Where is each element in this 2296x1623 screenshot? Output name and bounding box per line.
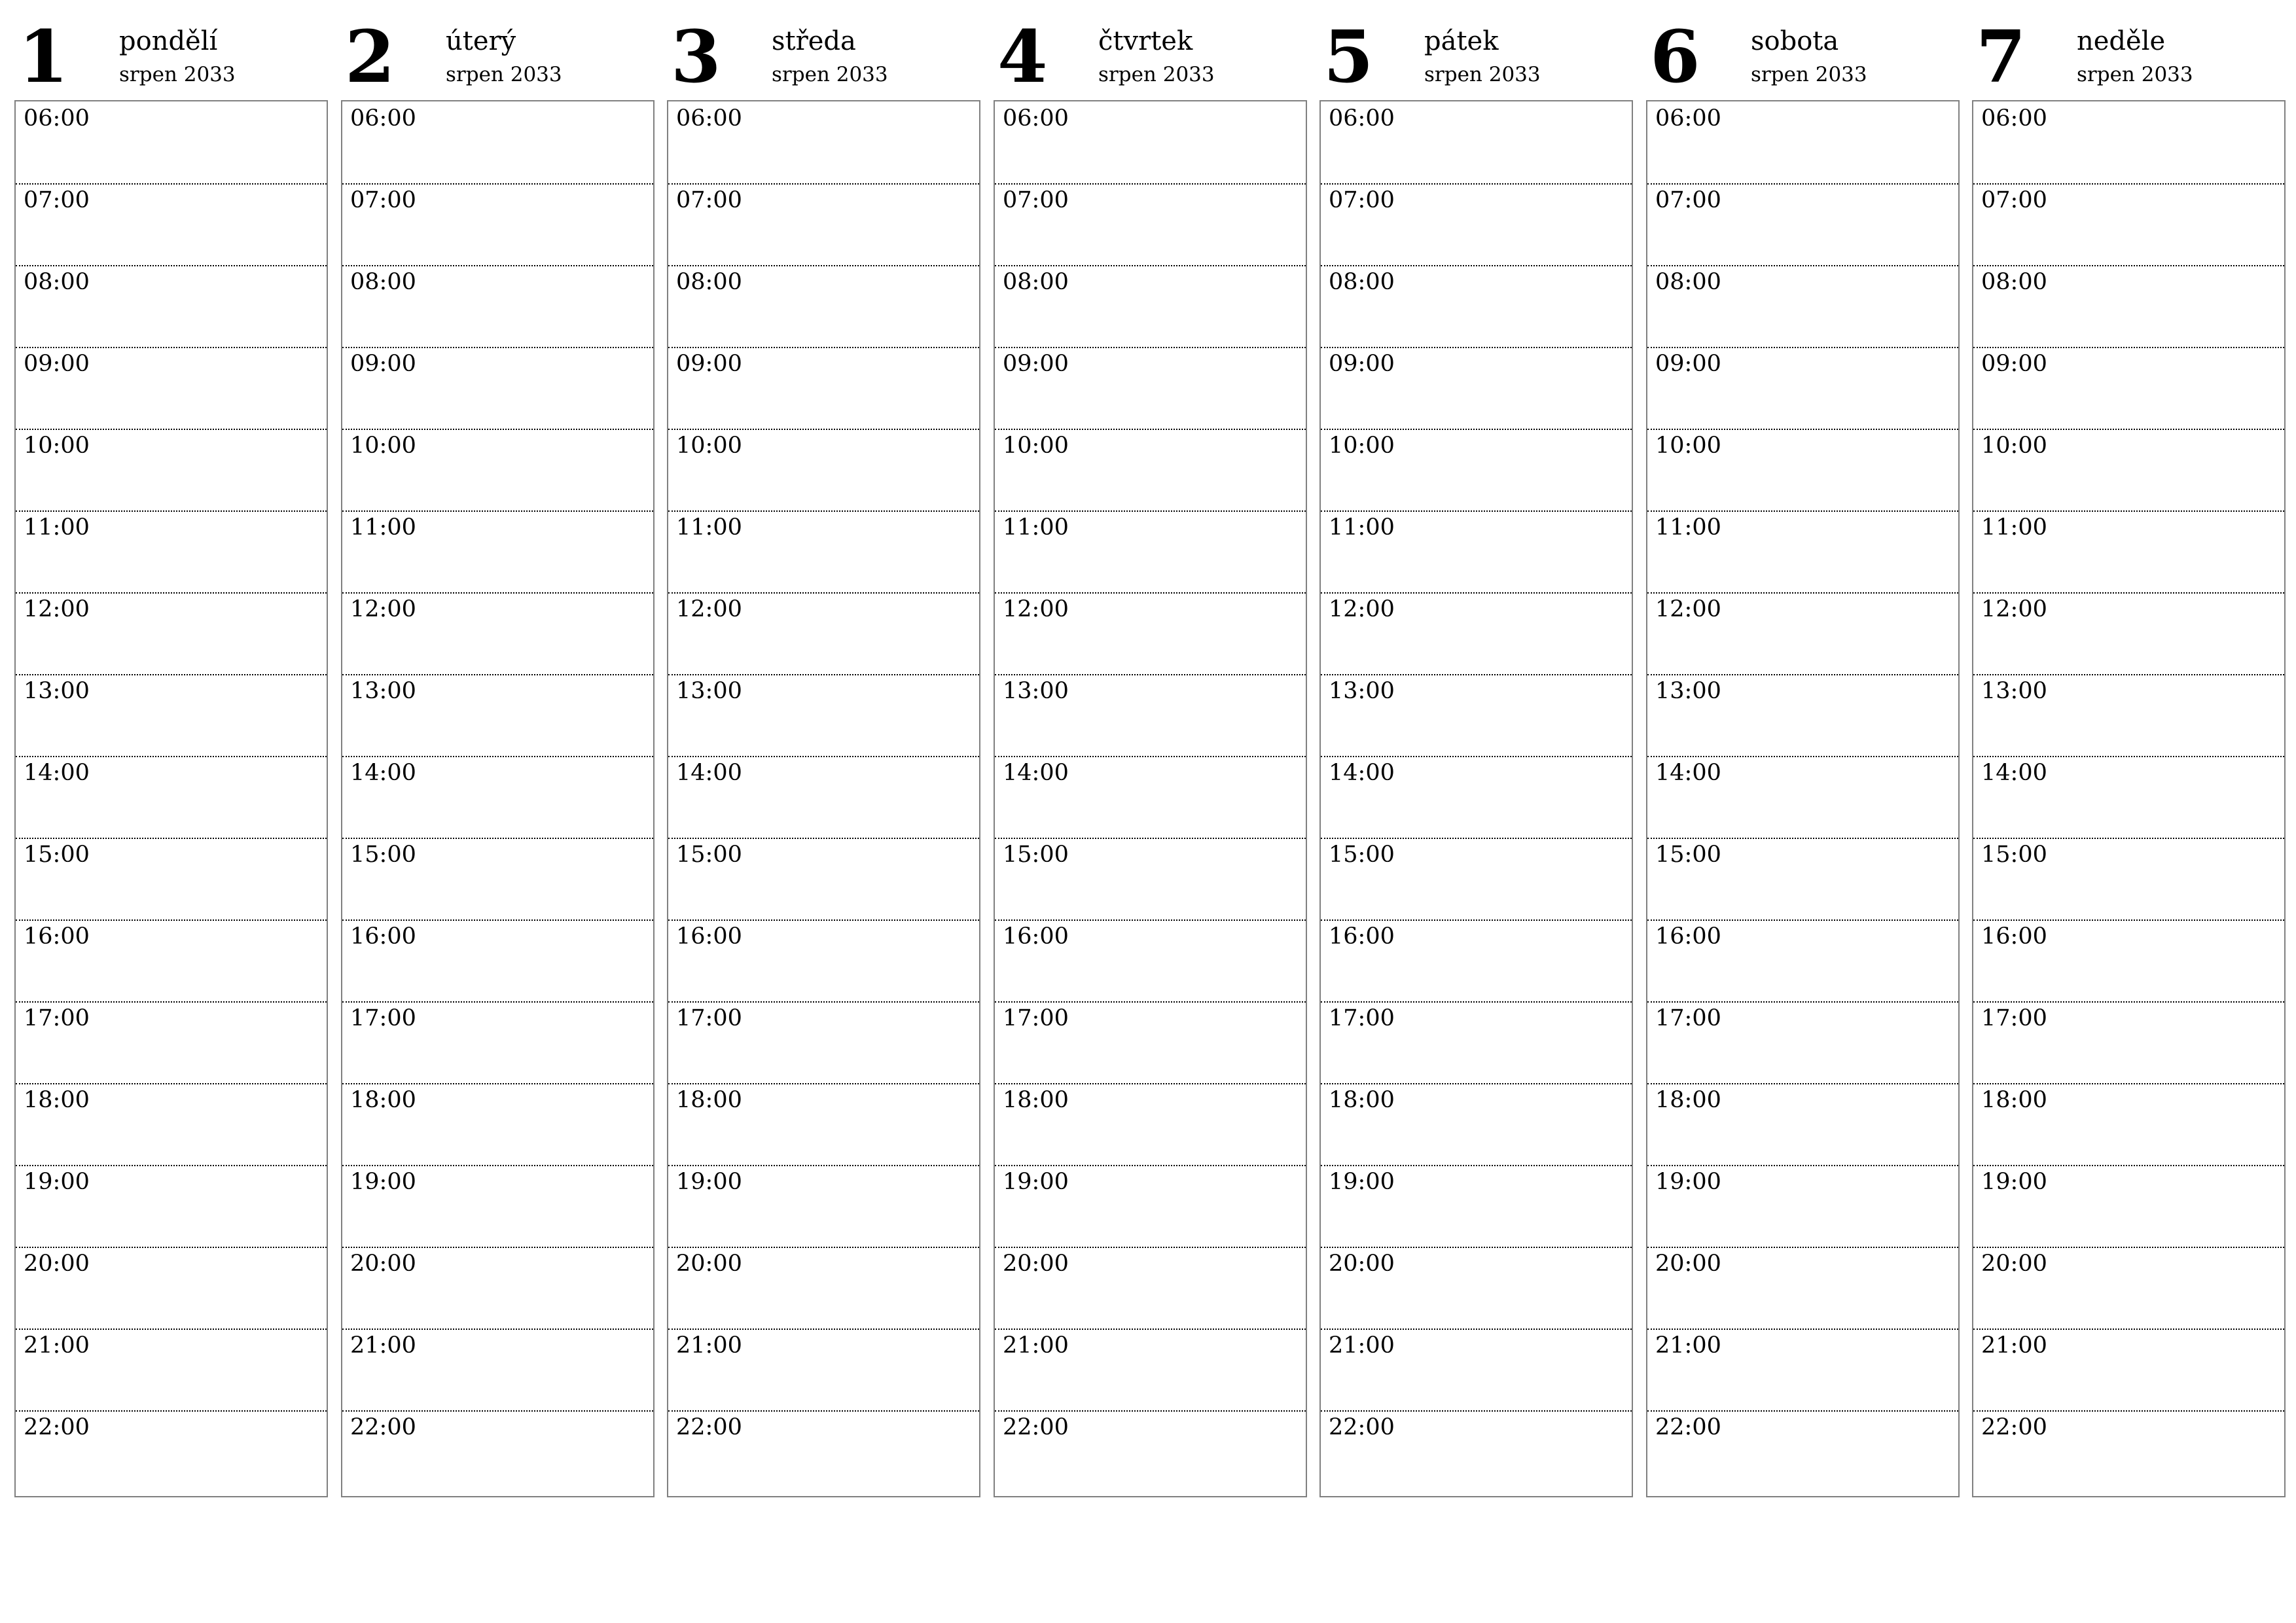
hour-label: 14:00 <box>1329 760 1395 786</box>
hour-slot <box>1321 1410 1632 1492</box>
hour-label: 22:00 <box>676 1414 742 1440</box>
hour-slot <box>995 919 1306 1003</box>
day-schedule-box <box>994 100 1307 1497</box>
hour-label: 21:00 <box>1329 1332 1395 1359</box>
hour-slot <box>16 1001 327 1084</box>
hour-slot <box>668 1001 979 1084</box>
hour-label: 19:00 <box>1329 1169 1395 1195</box>
hour-slot <box>1321 1247 1632 1330</box>
hour-slot <box>1321 1001 1632 1084</box>
day-column <box>667 0 980 1499</box>
hour-slot <box>342 101 653 185</box>
day-number: 4 <box>997 14 1048 99</box>
hour-label: 07:00 <box>676 187 742 213</box>
hour-slot <box>16 674 327 757</box>
hour-slot <box>1973 1165 2284 1248</box>
day-header <box>341 0 655 98</box>
day-name: středa <box>772 26 856 56</box>
hour-label: 21:00 <box>24 1332 90 1359</box>
hour-slot <box>1973 674 2284 757</box>
hour-label: 06:00 <box>350 105 416 132</box>
hour-label: 11:00 <box>350 514 416 541</box>
hour-label: 12:00 <box>676 596 742 622</box>
hour-slot <box>668 183 979 266</box>
day-header <box>994 0 1307 98</box>
hour-label: 12:00 <box>1003 596 1069 622</box>
hour-slot <box>342 347 653 430</box>
hour-slot <box>668 1247 979 1330</box>
hour-label: 11:00 <box>1981 514 2047 541</box>
hour-label: 15:00 <box>24 842 90 868</box>
hour-slot <box>1321 674 1632 757</box>
hour-label: 11:00 <box>1329 514 1395 541</box>
hour-slot <box>995 592 1306 675</box>
hour-label: 09:00 <box>1655 351 1721 377</box>
hour-label: 22:00 <box>350 1414 416 1440</box>
hour-slot <box>16 1083 327 1166</box>
hour-label: 09:00 <box>350 351 416 377</box>
day-column <box>1972 0 2286 1499</box>
hour-label: 12:00 <box>1981 596 2047 622</box>
hour-slot <box>1321 510 1632 594</box>
hour-label: 06:00 <box>24 105 90 132</box>
hour-label: 08:00 <box>350 269 416 295</box>
hour-slot <box>342 756 653 839</box>
hour-slot <box>668 592 979 675</box>
hour-slot <box>1647 838 1958 921</box>
day-column <box>1319 0 1633 1499</box>
day-header <box>1972 0 2286 98</box>
hour-label: 06:00 <box>1329 105 1395 132</box>
hour-label: 09:00 <box>676 351 742 377</box>
hour-label: 09:00 <box>1329 351 1395 377</box>
hour-slot <box>1647 1410 1958 1492</box>
day-schedule-box <box>1972 100 2286 1497</box>
hour-label: 20:00 <box>1981 1251 2047 1277</box>
hour-label: 10:00 <box>24 433 90 459</box>
hour-label: 20:00 <box>1003 1251 1069 1277</box>
hour-label: 09:00 <box>1003 351 1069 377</box>
hour-slot <box>1321 1083 1632 1166</box>
hour-slot <box>16 265 327 348</box>
hour-label: 08:00 <box>24 269 90 295</box>
hour-slot <box>1973 510 2284 594</box>
hour-slot <box>1973 183 2284 266</box>
hour-slot <box>1973 838 2284 921</box>
hour-slot <box>342 838 653 921</box>
hour-slot <box>668 1329 979 1412</box>
hour-label: 20:00 <box>1655 1251 1721 1277</box>
hour-slot <box>1647 1165 1958 1248</box>
hour-slot <box>668 347 979 430</box>
hour-slot <box>668 674 979 757</box>
hour-slot <box>1973 1001 2284 1084</box>
hour-label: 19:00 <box>24 1169 90 1195</box>
hour-label: 16:00 <box>1329 923 1395 950</box>
hour-slot <box>1321 1329 1632 1412</box>
hour-slot <box>995 265 1306 348</box>
hour-slot <box>342 183 653 266</box>
hour-label: 08:00 <box>676 269 742 295</box>
day-column <box>341 0 655 1499</box>
hour-slot <box>16 1329 327 1412</box>
hour-slot <box>1973 1083 2284 1166</box>
hour-slot <box>668 101 979 185</box>
hour-slot <box>342 1410 653 1492</box>
hour-slot <box>342 674 653 757</box>
hour-slot <box>1973 429 2284 512</box>
hour-label: 15:00 <box>350 842 416 868</box>
day-name: sobota <box>1751 26 1839 56</box>
hour-slot <box>668 1165 979 1248</box>
day-header <box>14 0 328 98</box>
hour-slot <box>995 429 1306 512</box>
hour-slot <box>995 1410 1306 1492</box>
hour-label: 17:00 <box>24 1005 90 1031</box>
hour-slot <box>668 429 979 512</box>
hour-slot <box>1321 265 1632 348</box>
hour-label: 10:00 <box>1003 433 1069 459</box>
hour-label: 17:00 <box>1329 1005 1395 1031</box>
hour-slot <box>1973 265 2284 348</box>
hour-label: 14:00 <box>350 760 416 786</box>
hour-slot <box>995 1247 1306 1330</box>
hour-slot <box>1321 919 1632 1003</box>
day-number: 2 <box>345 14 395 99</box>
hour-slot <box>995 756 1306 839</box>
hour-label: 17:00 <box>1981 1005 2047 1031</box>
hour-label: 07:00 <box>1981 187 2047 213</box>
hour-label: 07:00 <box>1655 187 1721 213</box>
hour-slot <box>668 838 979 921</box>
hour-slot <box>668 1410 979 1492</box>
hour-label: 17:00 <box>676 1005 742 1031</box>
hour-slot <box>1647 1001 1958 1084</box>
hour-label: 19:00 <box>1003 1169 1069 1195</box>
hour-slot <box>16 183 327 266</box>
hour-slot <box>995 674 1306 757</box>
hour-slot <box>1647 756 1958 839</box>
hour-slot <box>342 1329 653 1412</box>
hour-slot <box>1973 592 2284 675</box>
hour-label: 08:00 <box>1981 269 2047 295</box>
hour-label: 13:00 <box>24 678 90 704</box>
hour-label: 13:00 <box>1329 678 1395 704</box>
hour-label: 07:00 <box>24 187 90 213</box>
hour-label: 14:00 <box>24 760 90 786</box>
hour-label: 12:00 <box>1655 596 1721 622</box>
hour-label: 16:00 <box>1003 923 1069 950</box>
hour-slot <box>1647 183 1958 266</box>
hour-slot <box>342 265 653 348</box>
hour-label: 19:00 <box>1981 1169 2047 1195</box>
hour-slot <box>1973 756 2284 839</box>
day-number: 5 <box>1323 14 1374 99</box>
hour-slot <box>1321 183 1632 266</box>
hour-slot <box>1973 1410 2284 1492</box>
hour-label: 22:00 <box>24 1414 90 1440</box>
day-schedule-box <box>14 100 328 1497</box>
hour-label: 14:00 <box>1981 760 2047 786</box>
hour-label: 21:00 <box>1003 1332 1069 1359</box>
hour-label: 11:00 <box>676 514 742 541</box>
day-column <box>14 0 328 1499</box>
hour-slot <box>1647 1083 1958 1166</box>
hour-slot <box>342 592 653 675</box>
hour-label: 17:00 <box>1655 1005 1721 1031</box>
hour-slot <box>1321 592 1632 675</box>
hour-slot <box>1973 101 2284 185</box>
hour-slot <box>342 429 653 512</box>
hour-slot <box>16 838 327 921</box>
hour-slot <box>1647 347 1958 430</box>
day-column <box>1646 0 1960 1499</box>
hour-slot <box>16 1165 327 1248</box>
day-schedule-box <box>667 100 980 1497</box>
hour-slot <box>16 1410 327 1492</box>
day-name: úterý <box>446 26 516 56</box>
hour-slot <box>995 347 1306 430</box>
hour-label: 10:00 <box>676 433 742 459</box>
hour-label: 21:00 <box>350 1332 416 1359</box>
hour-label: 10:00 <box>1981 433 2047 459</box>
hour-label: 16:00 <box>1981 923 2047 950</box>
hour-slot <box>995 183 1306 266</box>
hour-slot <box>16 592 327 675</box>
hour-label: 16:00 <box>350 923 416 950</box>
hour-slot <box>1647 674 1958 757</box>
hour-label: 20:00 <box>1329 1251 1395 1277</box>
hour-slot <box>995 101 1306 185</box>
hour-slot <box>1973 1247 2284 1330</box>
hour-label: 15:00 <box>1655 842 1721 868</box>
hour-slot <box>16 101 327 185</box>
hour-label: 06:00 <box>1003 105 1069 132</box>
hour-label: 18:00 <box>1329 1087 1395 1113</box>
day-schedule-box <box>1646 100 1960 1497</box>
hour-label: 09:00 <box>1981 351 2047 377</box>
hour-label: 15:00 <box>1981 842 2047 868</box>
hour-label: 07:00 <box>1329 187 1395 213</box>
day-name: pátek <box>1424 26 1499 56</box>
hour-label: 19:00 <box>676 1169 742 1195</box>
hour-label: 14:00 <box>1655 760 1721 786</box>
hour-label: 21:00 <box>1981 1332 2047 1359</box>
hour-label: 06:00 <box>676 105 742 132</box>
day-name: neděle <box>2077 26 2166 56</box>
hour-slot <box>1973 347 2284 430</box>
hour-slot <box>995 1001 1306 1084</box>
hour-slot <box>1321 838 1632 921</box>
hour-slot <box>1321 429 1632 512</box>
day-number: 6 <box>1650 14 1700 99</box>
day-header <box>1319 0 1633 98</box>
hour-label: 20:00 <box>24 1251 90 1277</box>
hour-label: 14:00 <box>1003 760 1069 786</box>
hour-label: 14:00 <box>676 760 742 786</box>
hour-slot <box>668 1083 979 1166</box>
hour-label: 13:00 <box>1655 678 1721 704</box>
hour-slot <box>16 347 327 430</box>
hour-label: 11:00 <box>1655 514 1721 541</box>
hour-label: 11:00 <box>1003 514 1069 541</box>
hour-label: 17:00 <box>1003 1005 1069 1031</box>
hour-label: 22:00 <box>1329 1414 1395 1440</box>
hour-label: 15:00 <box>1003 842 1069 868</box>
hour-label: 13:00 <box>676 678 742 704</box>
day-header <box>667 0 980 98</box>
day-name: pondělí <box>119 26 218 56</box>
hour-label: 15:00 <box>676 842 742 868</box>
day-month: srpen 2033 <box>1424 63 1541 86</box>
hour-label: 16:00 <box>1655 923 1721 950</box>
hour-slot <box>16 1247 327 1330</box>
hour-slot <box>16 919 327 1003</box>
day-month: srpen 2033 <box>772 63 888 86</box>
hour-slot <box>1973 919 2284 1003</box>
hour-label: 13:00 <box>350 678 416 704</box>
hour-label: 10:00 <box>1329 433 1395 459</box>
hour-label: 22:00 <box>1003 1414 1069 1440</box>
hour-slot <box>1647 1329 1958 1412</box>
hour-slot <box>1647 592 1958 675</box>
hour-label: 20:00 <box>350 1251 416 1277</box>
hour-slot <box>342 510 653 594</box>
hour-label: 18:00 <box>24 1087 90 1113</box>
hour-label: 18:00 <box>350 1087 416 1113</box>
hour-label: 22:00 <box>1981 1414 2047 1440</box>
hour-slot <box>668 265 979 348</box>
hour-slot <box>16 756 327 839</box>
hour-slot <box>1647 101 1958 185</box>
hour-label: 13:00 <box>1981 678 2047 704</box>
hour-slot <box>342 1247 653 1330</box>
hour-slot <box>1321 101 1632 185</box>
hour-slot <box>1647 429 1958 512</box>
day-header <box>1646 0 1960 98</box>
hour-label: 16:00 <box>24 923 90 950</box>
hour-label: 09:00 <box>24 351 90 377</box>
hour-slot <box>995 1083 1306 1166</box>
hour-label: 12:00 <box>24 596 90 622</box>
hour-slot <box>1321 1165 1632 1248</box>
hour-label: 21:00 <box>1655 1332 1721 1359</box>
day-number: 3 <box>671 14 721 99</box>
hour-slot <box>668 756 979 839</box>
hour-label: 20:00 <box>676 1251 742 1277</box>
hour-label: 16:00 <box>676 923 742 950</box>
hour-label: 18:00 <box>1655 1087 1721 1113</box>
hour-slot <box>668 919 979 1003</box>
hour-slot <box>1973 1329 2284 1412</box>
hour-label: 18:00 <box>1981 1087 2047 1113</box>
hour-slot <box>1647 1247 1958 1330</box>
hour-slot <box>1647 919 1958 1003</box>
hour-slot <box>16 429 327 512</box>
hour-label: 10:00 <box>350 433 416 459</box>
hour-label: 08:00 <box>1003 269 1069 295</box>
hour-label: 19:00 <box>350 1169 416 1195</box>
hour-label: 15:00 <box>1329 842 1395 868</box>
hour-slot <box>668 510 979 594</box>
hour-label: 17:00 <box>350 1005 416 1031</box>
hour-label: 19:00 <box>1655 1169 1721 1195</box>
hour-label: 07:00 <box>350 187 416 213</box>
hour-label: 12:00 <box>350 596 416 622</box>
hour-slot <box>16 510 327 594</box>
hour-label: 13:00 <box>1003 678 1069 704</box>
hour-label: 06:00 <box>1981 105 2047 132</box>
hour-label: 07:00 <box>1003 187 1069 213</box>
hour-label: 18:00 <box>1003 1087 1069 1113</box>
hour-slot <box>995 1329 1306 1412</box>
hour-label: 21:00 <box>676 1332 742 1359</box>
hour-slot <box>1321 347 1632 430</box>
hour-label: 06:00 <box>1655 105 1721 132</box>
day-month: srpen 2033 <box>119 63 236 86</box>
hour-slot <box>1647 510 1958 594</box>
hour-slot <box>342 1083 653 1166</box>
day-month: srpen 2033 <box>1098 63 1215 86</box>
hour-slot <box>995 510 1306 594</box>
hour-slot <box>342 1165 653 1248</box>
hour-label: 18:00 <box>676 1087 742 1113</box>
day-number: 7 <box>1976 14 2026 99</box>
hour-label: 11:00 <box>24 514 90 541</box>
day-number: 1 <box>18 14 69 99</box>
day-month: srpen 2033 <box>2077 63 2193 86</box>
day-column <box>994 0 1307 1499</box>
hour-slot <box>995 1165 1306 1248</box>
day-name: čtvrtek <box>1098 26 1193 56</box>
day-schedule-box <box>341 100 655 1497</box>
hour-label: 12:00 <box>1329 596 1395 622</box>
hour-slot <box>995 838 1306 921</box>
hour-slot <box>1647 265 1958 348</box>
hour-label: 08:00 <box>1329 269 1395 295</box>
day-schedule-box <box>1319 100 1633 1497</box>
day-month: srpen 2033 <box>1751 63 1867 86</box>
hour-label: 08:00 <box>1655 269 1721 295</box>
hour-label: 22:00 <box>1655 1414 1721 1440</box>
hour-slot <box>1321 756 1632 839</box>
day-month: srpen 2033 <box>446 63 562 86</box>
hour-slot <box>342 1001 653 1084</box>
hour-label: 10:00 <box>1655 433 1721 459</box>
hour-slot <box>342 919 653 1003</box>
